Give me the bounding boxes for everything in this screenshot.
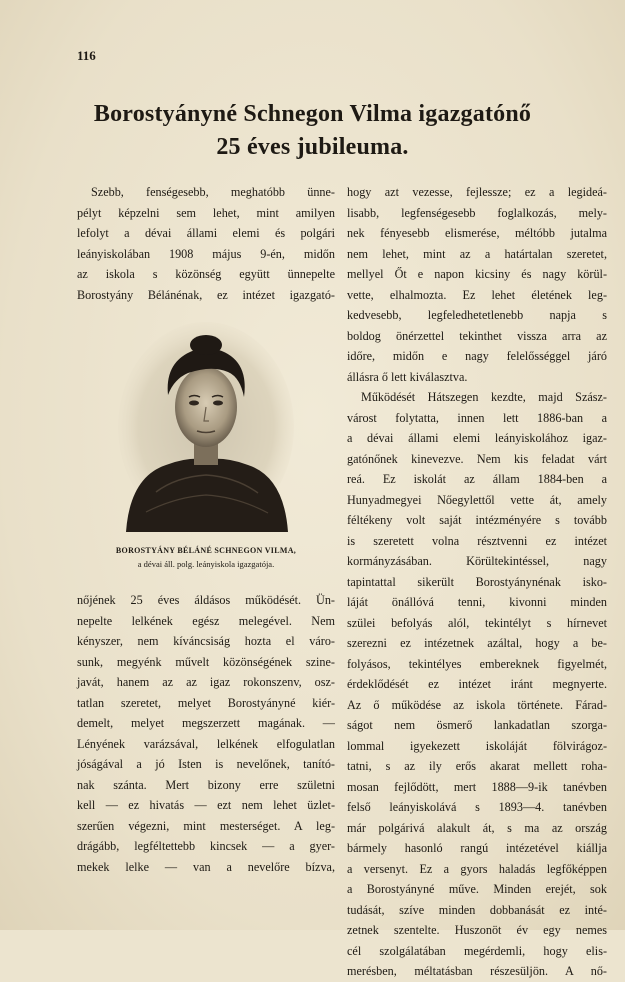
portrait-subcaption: a dévai áll. polg. leányiskola igazgatója. bbox=[137, 559, 275, 569]
text-line: javát, hanem az az igaz rokonszenv, osz- bbox=[77, 675, 335, 689]
text-line: mellyel Őt e napon kicsiny és nagy körül- bbox=[347, 267, 607, 281]
text-line: nek fényesebb elismerése, méltóbb jutalma bbox=[347, 226, 607, 240]
text-line: hogy azt vezesse, fejlessze; ez a legideá- bbox=[347, 185, 607, 199]
title-line-2: 25 éves jubileuma. bbox=[216, 134, 409, 160]
text-line: kényszer, nem kíváncsiság hozta el váro- bbox=[77, 634, 335, 648]
text-line: folyásos, tekintélyes embereknek figyelmét, bbox=[347, 656, 607, 671]
text-line: a dévai állami elemi leányiskolához igaz- bbox=[347, 431, 607, 445]
text-line: tapintattal sikerült Borostyánynénak isko- bbox=[347, 574, 607, 589]
text-line: Szebb, fenségesebb, meghatóbb ünne- bbox=[91, 185, 335, 199]
text-line: zetnek szentelte. Huszonöt év egy nemes bbox=[347, 923, 607, 937]
text-line: leányiskolában 1908 május 9-én, midőn bbox=[77, 246, 335, 261]
text-line: szerűen végezni, mint mesterséget. A leg- bbox=[77, 818, 335, 833]
text-line: gatónőnek kinevezve. Nem kis feladat várt bbox=[347, 451, 607, 466]
text-line: szülei befolyás alól, tekintélyt s hírnevet bbox=[347, 615, 607, 630]
text-line: Hunyadmegyei Nőegylettől vette át, amely bbox=[347, 492, 607, 507]
text-line: féltékeny volt saját intézményére s tovább bbox=[347, 513, 607, 527]
text-line: az iskola s közönség együtt ünnepelte bbox=[77, 267, 335, 281]
text-line: ságot nem ösmerő lankadatlan szorga- bbox=[347, 718, 607, 732]
text-line: tatni, s az ily erős akarat mellett roha- bbox=[347, 759, 607, 773]
text-line: vette, elhalmozta. Ez lehet életének leg- bbox=[347, 287, 607, 302]
title-line-1: Borostyányné Schnegon Vilma igazgatónő bbox=[93, 101, 532, 127]
text-line: a versenyt. Ez a gyors haladás legfőképpen bbox=[347, 861, 607, 876]
text-line: pélyt képzelni sem lehet, mint amilyen bbox=[77, 205, 335, 220]
text-line: érdeklődését ez intézet iránt megnyerte. bbox=[347, 677, 607, 691]
text-line: kormányzásában. Körültekintéssel, nagy bbox=[347, 554, 607, 568]
page-number: 116 bbox=[77, 48, 96, 63]
text-line: mosan fejlődött, mert 1888—9-ik tanévben bbox=[347, 779, 607, 794]
text-line: lefolyt a dévai állami elemi és polgári bbox=[77, 226, 335, 240]
text-line: Működését Hátszegen kezdte, majd Szász- bbox=[361, 390, 607, 404]
text-line: Lényének varázsával, lelkének elfogulatlan bbox=[77, 736, 335, 751]
text-line: reá. Ez iskolát az állam 1884-ben a bbox=[347, 472, 607, 486]
portrait-figure bbox=[77, 317, 335, 570]
text-line: felső leányiskolává s 1893—4. tanévben bbox=[347, 800, 607, 814]
portrait-photo bbox=[116, 317, 296, 532]
text-line: is szeretett volna résztvenni ez intézet bbox=[347, 533, 607, 548]
text-line: drágább, legféltettebb kincsek — a gyer- bbox=[77, 839, 335, 853]
text-line: állásra ő lett kiválasztva. bbox=[347, 369, 468, 384]
text-line: cél szolgálatában megérdemli, hogy elis- bbox=[347, 943, 607, 958]
text-line: nak szánta. Mert bizony erre születni bbox=[77, 777, 335, 792]
text-line: lisabb, legfenségesebb foglalkozás, mely- bbox=[347, 205, 607, 220]
left-column bbox=[77, 182, 335, 877]
text-line: lommal igyekezett iskoláját fölvirágoz- bbox=[347, 738, 607, 753]
text-line: már polgárivá alakult át, s ma az ország bbox=[347, 820, 607, 835]
text-line: merésben, méltatásban részesüljön. A nő- bbox=[347, 964, 607, 978]
text-line: demelt, melyet megszerzett magának. — bbox=[77, 716, 335, 730]
text-line: szerezni ez intézetnek azáltal, hogy a be- bbox=[347, 636, 607, 650]
text-line: mekek lelke — van a nevelőre bízva, bbox=[77, 859, 335, 874]
text-line: a Borostyányné műve. Minden erejét, sok bbox=[347, 882, 607, 896]
text-line: tudását, szíve minden dobbanását ez inté- bbox=[347, 902, 607, 917]
text-line: Borostyány Bélánénak, ez intézet igazgató- bbox=[77, 287, 335, 302]
right-column bbox=[347, 182, 607, 982]
text-line: kedvesebb, legfeledhetetlenebb napja s bbox=[347, 308, 607, 322]
portrait-caption: BOROSTYÁNY BÉLÁNÉ SCHNEGON VILMA, bbox=[115, 546, 297, 555]
text-line: időre, midőn e nagy felelősséggel járó bbox=[347, 349, 607, 363]
left-column-bottom-text bbox=[77, 590, 335, 877]
text-line: sunk, megyénk művelt közönségének szine- bbox=[77, 654, 335, 669]
text-line: boldog önérzettel tekinthet vissza arra az bbox=[347, 328, 607, 343]
article-title bbox=[0, 98, 625, 164]
text-line: láját önállóvá tenni, kivonni minden bbox=[347, 595, 607, 609]
text-line: nőjének 25 éves áldásos működését. Ün- bbox=[77, 593, 335, 607]
text-line: várost folytatta, innen lett 1886-ban a bbox=[347, 410, 607, 425]
text-line: Az ő működése az iskola története. Fárad- bbox=[347, 697, 607, 712]
text-line: kell — ez hivatás — ezt nem lehet üzlet- bbox=[77, 798, 335, 812]
left-column-top-text bbox=[77, 182, 335, 305]
text-line: nem lehet, mint az a határtalan szeretet, bbox=[347, 246, 607, 261]
text-line: bármely hasonló rangú intézetével kiállja bbox=[347, 841, 607, 855]
text-line: nepelte lelkének egész melegével. Nem bbox=[77, 613, 335, 628]
text-line: tatlan szeretet, melyet Borostyányné kiér- bbox=[77, 695, 335, 710]
text-line: jóságával a jó Isten is nevelőnek, tanító- bbox=[77, 757, 335, 771]
